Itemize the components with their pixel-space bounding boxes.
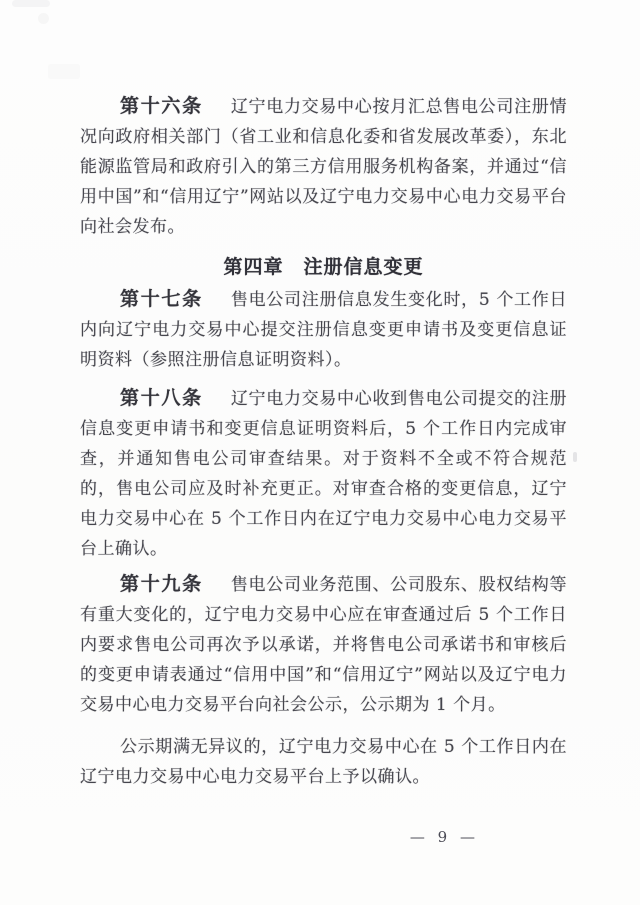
article-18-number: 第十八条 — [120, 387, 203, 409]
article-18-text: 辽宁电力交易中心收到售电公司提交的注册信息变更申请书和变更信息证明资料后，5 个工作日内完成审查，并通知售电公司审查结果。对于资料不全或不符合规范的，售电公司应及时补充更正。对审查合格的变更信息，辽宁电力交易中心在 5 个工作日内在辽宁电力交易中心电力交易平台上确认。 — [80, 389, 567, 559]
article-16-text: 辽宁电力交易中心按月汇总售电公司注册情况向政府相关部门（省工业和信息化委和省发展改革委），东北能源监管局和政府引入的第三方信用服务机构备案，并通过“信用中国”和“信用辽宁”网站以及辽宁电力交易中心电力交易平台向社会发布。 — [80, 97, 567, 237]
page-number-value: — 9 — — [409, 828, 479, 846]
paragraph-article-19 — [80, 569, 567, 720]
page-number — [80, 827, 567, 847]
paragraph-closing — [80, 732, 567, 792]
chapter-4-heading: 第四章 注册信息变更 — [223, 256, 424, 278]
article-19-text: 售电公司业务范围、公司股东、股权结构等有重大变化的，辽宁电力交易中心应在审查通过后 5 个工作日内要求售电公司再次予以承诺，并将售电公司承诺书和审核后的变更申请表通过“信用中国”和“信用辽宁”网站以及辽宁电力交易中心电力交易平台向社会公示，公示期为 1 个月。 — [80, 575, 567, 715]
paragraph-article-17 — [80, 284, 567, 375]
article-17-number: 第十七条 — [120, 288, 203, 310]
paragraph-article-16 — [80, 91, 567, 242]
article-19-number: 第十九条 — [120, 573, 203, 595]
paragraph-article-18 — [80, 383, 567, 564]
article-17-text: 售电公司注册信息发生变化时，5 个工作日内向辽宁电力交易中心提交注册信息变更申请书及变更信息证明资料（参照注册信息证明资料）。 — [80, 290, 567, 370]
article-16-number: 第十六条 — [120, 95, 203, 117]
closing-text: 公示期满无异议的，辽宁电力交易中心在 5 个工作日内在辽宁电力交易中心电力交易平台上予以确认。 — [80, 737, 567, 787]
